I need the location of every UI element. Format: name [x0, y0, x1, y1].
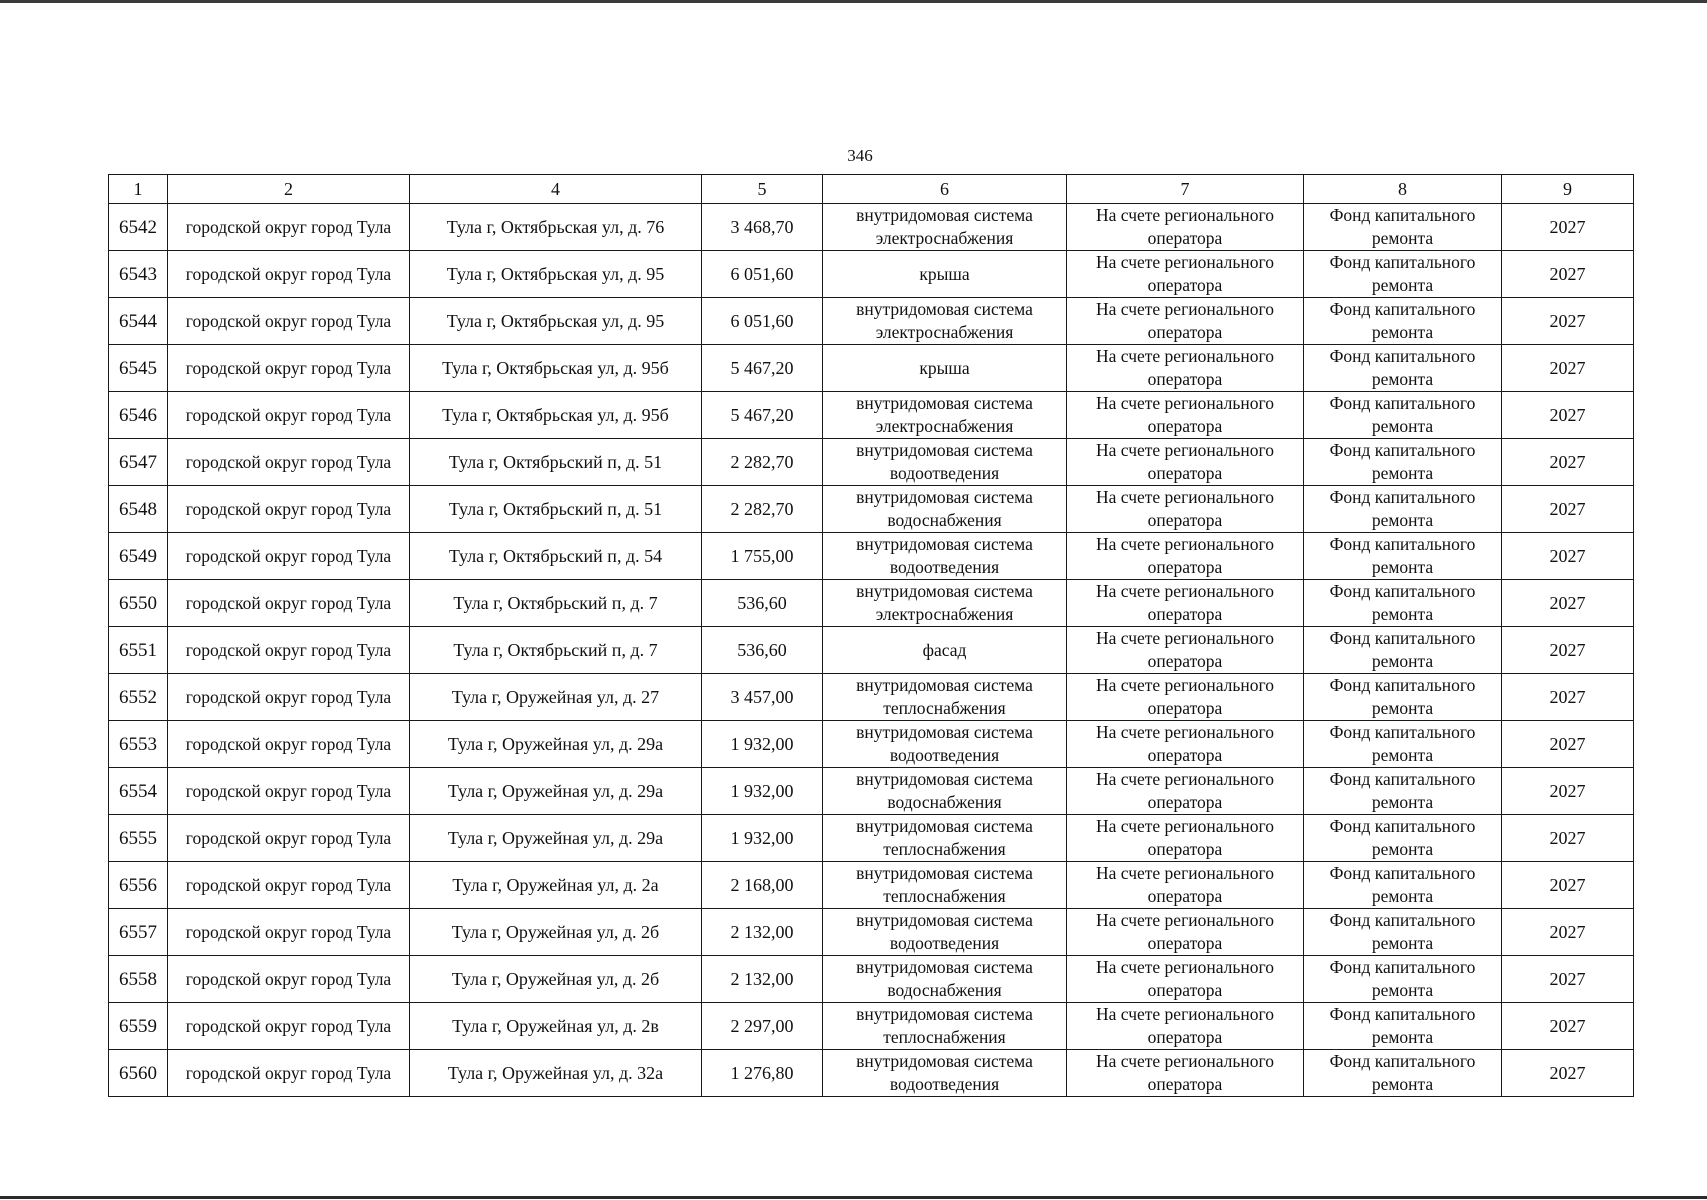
cell-year: 2027 — [1502, 251, 1634, 298]
cell-address: Тула г, Октябрьский п, д. 7 — [410, 627, 702, 674]
cell-system: внутридомовая система теплоснабжения — [823, 1003, 1067, 1050]
cell-address: Тула г, Октябрьская ул, д. 76 — [410, 204, 702, 251]
cell-funding-source: Фонд капитального ремонта — [1304, 580, 1502, 627]
table-row — [109, 392, 1634, 439]
table-row — [109, 298, 1634, 345]
table-row — [109, 580, 1634, 627]
cell-municipality: городской округ город Тула — [168, 580, 410, 627]
cell-area: 3 457,00 — [702, 674, 823, 721]
cell-row-number: 6554 — [109, 768, 168, 815]
cell-address: Тула г, Оружейная ул, д. 2б — [410, 956, 702, 1003]
cell-area: 2 132,00 — [702, 909, 823, 956]
cell-system: внутридомовая система теплоснабжения — [823, 862, 1067, 909]
cell-area: 5 467,20 — [702, 392, 823, 439]
cell-municipality: городской округ город Тула — [168, 1003, 410, 1050]
cell-municipality: городской округ город Тула — [168, 956, 410, 1003]
cell-year: 2027 — [1502, 721, 1634, 768]
cell-funding-source: Фонд капитального ремонта — [1304, 1003, 1502, 1050]
cell-address: Тула г, Оружейная ул, д. 27 — [410, 674, 702, 721]
register-table — [108, 174, 1634, 1097]
cell-account: На счете регионального оператора — [1067, 345, 1304, 392]
table-row — [109, 909, 1634, 956]
table-row — [109, 956, 1634, 1003]
cell-area: 536,60 — [702, 580, 823, 627]
scan-edge-top — [0, 0, 1707, 3]
cell-funding-source: Фонд капитального ремонта — [1304, 392, 1502, 439]
cell-year: 2027 — [1502, 956, 1634, 1003]
column-header: 1 — [109, 175, 168, 204]
cell-address: Тула г, Оружейная ул, д. 29а — [410, 721, 702, 768]
cell-municipality: городской округ город Тула — [168, 439, 410, 486]
cell-account: На счете регионального оператора — [1067, 1050, 1304, 1097]
cell-row-number: 6542 — [109, 204, 168, 251]
cell-municipality: городской округ город Тула — [168, 909, 410, 956]
cell-system: внутридомовая система теплоснабжения — [823, 815, 1067, 862]
cell-municipality: городской округ город Тула — [168, 1050, 410, 1097]
cell-account: На счете регионального оператора — [1067, 533, 1304, 580]
table-body — [109, 175, 1634, 1097]
header-row — [109, 175, 1634, 204]
cell-funding-source: Фонд капитального ремонта — [1304, 204, 1502, 251]
cell-address: Тула г, Октябрьский п, д. 7 — [410, 580, 702, 627]
cell-area: 2 282,70 — [702, 486, 823, 533]
cell-area: 5 467,20 — [702, 345, 823, 392]
table-row — [109, 439, 1634, 486]
cell-row-number: 6550 — [109, 580, 168, 627]
cell-area: 2 132,00 — [702, 956, 823, 1003]
cell-system: внутридомовая система водоотведения — [823, 721, 1067, 768]
cell-row-number: 6559 — [109, 1003, 168, 1050]
table-row — [109, 1050, 1634, 1097]
cell-municipality: городской округ город Тула — [168, 486, 410, 533]
column-header: 9 — [1502, 175, 1634, 204]
column-header: 7 — [1067, 175, 1304, 204]
table-row — [109, 768, 1634, 815]
cell-area: 3 468,70 — [702, 204, 823, 251]
cell-area: 2 297,00 — [702, 1003, 823, 1050]
table-row — [109, 627, 1634, 674]
scan-edge-bottom — [0, 1196, 1707, 1199]
cell-address: Тула г, Оружейная ул, д. 2в — [410, 1003, 702, 1050]
cell-account: На счете регионального оператора — [1067, 627, 1304, 674]
cell-year: 2027 — [1502, 392, 1634, 439]
column-header: 5 — [702, 175, 823, 204]
cell-account: На счете регионального оператора — [1067, 674, 1304, 721]
cell-funding-source: Фонд капитального ремонта — [1304, 909, 1502, 956]
cell-funding-source: Фонд капитального ремонта — [1304, 815, 1502, 862]
cell-system: крыша — [823, 345, 1067, 392]
cell-area: 1 932,00 — [702, 768, 823, 815]
cell-funding-source: Фонд капитального ремонта — [1304, 533, 1502, 580]
cell-area: 1 276,80 — [702, 1050, 823, 1097]
cell-system: внутридомовая система водоотведения — [823, 909, 1067, 956]
cell-row-number: 6548 — [109, 486, 168, 533]
cell-system: внутридомовая система электроснабжения — [823, 204, 1067, 251]
cell-system: внутридомовая система водоотведения — [823, 1050, 1067, 1097]
page-number: 346 — [847, 146, 873, 165]
cell-area: 1 755,00 — [702, 533, 823, 580]
cell-account: На счете регионального оператора — [1067, 439, 1304, 486]
cell-year: 2027 — [1502, 674, 1634, 721]
cell-row-number: 6546 — [109, 392, 168, 439]
cell-row-number: 6555 — [109, 815, 168, 862]
cell-year: 2027 — [1502, 627, 1634, 674]
cell-system: внутридомовая система теплоснабжения — [823, 674, 1067, 721]
cell-account: На счете регионального оператора — [1067, 251, 1304, 298]
cell-funding-source: Фонд капитального ремонта — [1304, 251, 1502, 298]
cell-account: На счете регионального оператора — [1067, 721, 1304, 768]
cell-year: 2027 — [1502, 345, 1634, 392]
cell-address: Тула г, Октябрьская ул, д. 95б — [410, 392, 702, 439]
cell-system: внутридомовая система водоснабжения — [823, 486, 1067, 533]
cell-account: На счете регионального оператора — [1067, 392, 1304, 439]
cell-address: Тула г, Оружейная ул, д. 32а — [410, 1050, 702, 1097]
cell-address: Тула г, Октябрьский п, д. 54 — [410, 533, 702, 580]
table-row — [109, 486, 1634, 533]
cell-year: 2027 — [1502, 1003, 1634, 1050]
cell-year: 2027 — [1502, 909, 1634, 956]
cell-system: внутридомовая система водоснабжения — [823, 768, 1067, 815]
cell-municipality: городской округ город Тула — [168, 721, 410, 768]
cell-funding-source: Фонд капитального ремонта — [1304, 627, 1502, 674]
cell-year: 2027 — [1502, 204, 1634, 251]
cell-row-number: 6560 — [109, 1050, 168, 1097]
table-row — [109, 674, 1634, 721]
cell-funding-source: Фонд капитального ремонта — [1304, 298, 1502, 345]
cell-account: На счете регионального оператора — [1067, 486, 1304, 533]
cell-municipality: городской округ город Тула — [168, 392, 410, 439]
cell-municipality: городской округ город Тула — [168, 815, 410, 862]
cell-account: На счете регионального оператора — [1067, 1003, 1304, 1050]
cell-row-number: 6553 — [109, 721, 168, 768]
cell-address: Тула г, Октябрьская ул, д. 95 — [410, 298, 702, 345]
cell-account: На счете регионального оператора — [1067, 815, 1304, 862]
cell-account: На счете регионального оператора — [1067, 298, 1304, 345]
cell-municipality: городской округ город Тула — [168, 674, 410, 721]
cell-row-number: 6552 — [109, 674, 168, 721]
cell-row-number: 6547 — [109, 439, 168, 486]
cell-row-number: 6545 — [109, 345, 168, 392]
cell-area: 2 168,00 — [702, 862, 823, 909]
cell-area: 6 051,60 — [702, 251, 823, 298]
table-row — [109, 815, 1634, 862]
cell-year: 2027 — [1502, 1050, 1634, 1097]
cell-funding-source: Фонд капитального ремонта — [1304, 674, 1502, 721]
cell-funding-source: Фонд капитального ремонта — [1304, 345, 1502, 392]
cell-row-number: 6556 — [109, 862, 168, 909]
cell-year: 2027 — [1502, 862, 1634, 909]
cell-system: внутридомовая система электроснабжения — [823, 580, 1067, 627]
cell-funding-source: Фонд капитального ремонта — [1304, 956, 1502, 1003]
cell-row-number: 6551 — [109, 627, 168, 674]
cell-municipality: городской округ город Тула — [168, 862, 410, 909]
cell-year: 2027 — [1502, 298, 1634, 345]
cell-municipality: городской округ город Тула — [168, 204, 410, 251]
cell-address: Тула г, Оружейная ул, д. 29а — [410, 768, 702, 815]
table-row — [109, 204, 1634, 251]
cell-account: На счете регионального оператора — [1067, 204, 1304, 251]
cell-address: Тула г, Октябрьский п, д. 51 — [410, 439, 702, 486]
cell-year: 2027 — [1502, 815, 1634, 862]
cell-municipality: городской округ город Тула — [168, 627, 410, 674]
cell-funding-source: Фонд капитального ремонта — [1304, 486, 1502, 533]
cell-area: 2 282,70 — [702, 439, 823, 486]
column-header: 6 — [823, 175, 1067, 204]
cell-row-number: 6558 — [109, 956, 168, 1003]
cell-municipality: городской округ город Тула — [168, 251, 410, 298]
cell-system: внутридомовая система электроснабжения — [823, 392, 1067, 439]
cell-area: 6 051,60 — [702, 298, 823, 345]
cell-address: Тула г, Октябрьский п, д. 51 — [410, 486, 702, 533]
cell-account: На счете регионального оператора — [1067, 956, 1304, 1003]
cell-system: фасад — [823, 627, 1067, 674]
cell-system: внутридомовая система электроснабжения — [823, 298, 1067, 345]
column-header: 2 — [168, 175, 410, 204]
cell-address: Тула г, Октябрьская ул, д. 95 — [410, 251, 702, 298]
cell-account: На счете регионального оператора — [1067, 768, 1304, 815]
cell-year: 2027 — [1502, 486, 1634, 533]
cell-system: внутридомовая система водоотведения — [823, 533, 1067, 580]
cell-address: Тула г, Октябрьская ул, д. 95б — [410, 345, 702, 392]
cell-funding-source: Фонд капитального ремонта — [1304, 721, 1502, 768]
table-row — [109, 533, 1634, 580]
cell-funding-source: Фонд капитального ремонта — [1304, 439, 1502, 486]
cell-account: На счете регионального оператора — [1067, 580, 1304, 627]
cell-municipality: городской округ город Тула — [168, 768, 410, 815]
cell-area: 1 932,00 — [702, 721, 823, 768]
cell-system: внутридомовая система водоотведения — [823, 439, 1067, 486]
cell-row-number: 6543 — [109, 251, 168, 298]
cell-address: Тула г, Оружейная ул, д. 29а — [410, 815, 702, 862]
cell-municipality: городской округ город Тула — [168, 533, 410, 580]
cell-area: 1 932,00 — [702, 815, 823, 862]
cell-year: 2027 — [1502, 580, 1634, 627]
column-header: 8 — [1304, 175, 1502, 204]
cell-system: внутридомовая система водоснабжения — [823, 956, 1067, 1003]
table-row — [109, 721, 1634, 768]
cell-municipality: городской округ город Тула — [168, 345, 410, 392]
cell-funding-source: Фонд капитального ремонта — [1304, 1050, 1502, 1097]
column-header: 4 — [410, 175, 702, 204]
table-row — [109, 251, 1634, 298]
cell-funding-source: Фонд капитального ремонта — [1304, 768, 1502, 815]
cell-system: крыша — [823, 251, 1067, 298]
cell-account: На счете регионального оператора — [1067, 862, 1304, 909]
cell-year: 2027 — [1502, 439, 1634, 486]
cell-account: На счете регионального оператора — [1067, 909, 1304, 956]
table-row — [109, 345, 1634, 392]
table-row — [109, 862, 1634, 909]
cell-address: Тула г, Оружейная ул, д. 2а — [410, 862, 702, 909]
table-row — [109, 1003, 1634, 1050]
cell-municipality: городской округ город Тула — [168, 298, 410, 345]
cell-year: 2027 — [1502, 533, 1634, 580]
cell-year: 2027 — [1502, 768, 1634, 815]
cell-row-number: 6557 — [109, 909, 168, 956]
cell-row-number: 6544 — [109, 298, 168, 345]
cell-area: 536,60 — [702, 627, 823, 674]
cell-funding-source: Фонд капитального ремонта — [1304, 862, 1502, 909]
cell-row-number: 6549 — [109, 533, 168, 580]
cell-address: Тула г, Оружейная ул, д. 2б — [410, 909, 702, 956]
